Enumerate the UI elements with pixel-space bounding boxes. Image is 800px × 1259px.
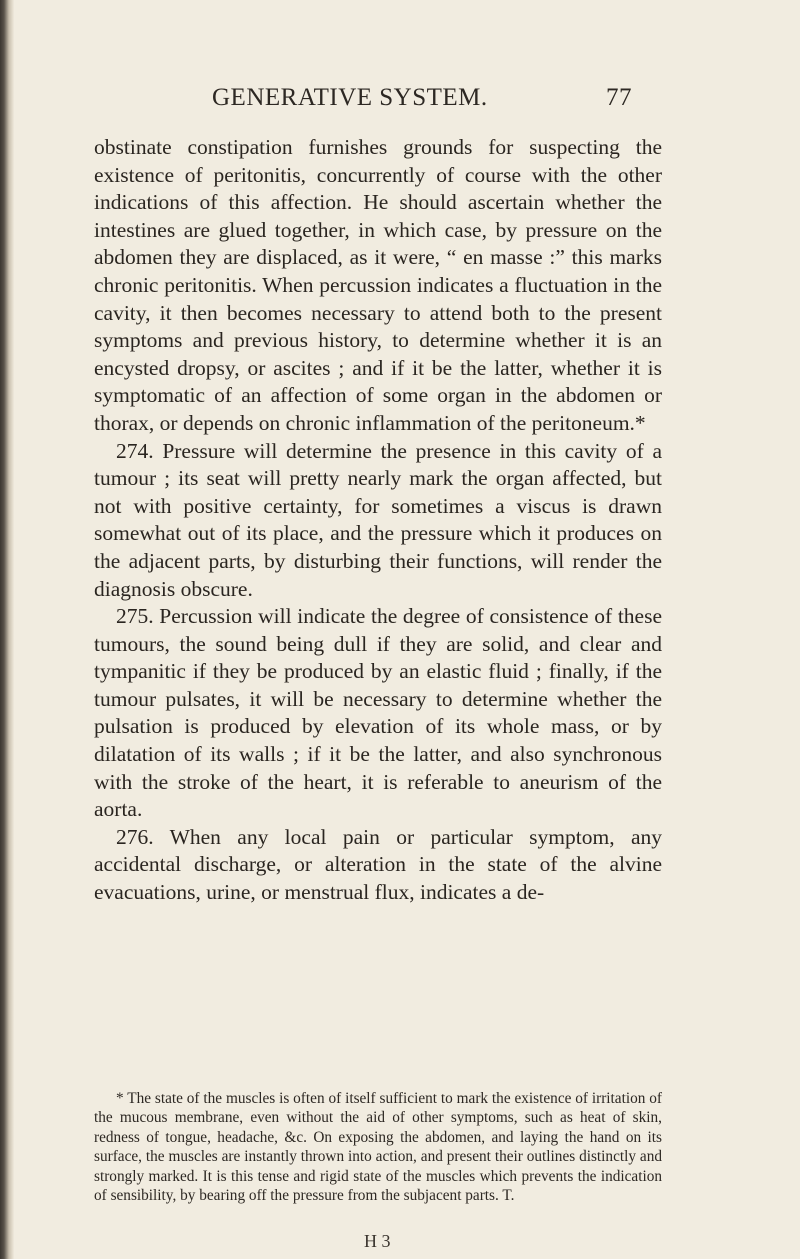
page-number: 77 <box>606 84 632 111</box>
running-head-title: GENERATIVE SYSTEM. <box>212 84 488 111</box>
paragraph-continuation: obstinate constipation furnishes grounds for suspecting the existence of peritonitis, concurrently of course with the other indications of this affection. He should ascertain whether the intestines are glued together, in which case, by pressure on the abdomen they are displaced, as it were, “ en masse :” this marks chronic peritonitis. When percussion indicates a fluctuation in the cavity, it then becomes necessary to attend both to the present symptoms and previous history, to determine whether it is an encysted dropsy, or ascites ; and if it be the latter, whether it is symptomatic of an affection of some organ in the abdomen or thorax, or depends on chronic inflammation of the peritoneum.* <box>94 135 662 435</box>
paragraph-275: 275. Percussion will indicate the degree of consistence of these tumours, the sound being dull if they are solid, and clear and tympanitic if they be produced by an elastic fluid ; finally, if the tumour pulsates, it will be necessary to determine whether the pulsation is produced by elevation of its whole mass, or by dilatation of its walls ; if it be the latter, and also synchronous with the stroke of the heart, it is referable to aneurism of the aorta. <box>94 604 662 822</box>
paragraph-276: 276. When any local pain or particular symptom, any accidental discharge, or alteration in the state of the alvine evacuations, urine, or menstrual flux, indicates a de- <box>94 824 662 905</box>
signature-mark: H 3 <box>364 1231 391 1251</box>
footnote <box>94 1089 662 1205</box>
running-head <box>212 84 632 118</box>
footnote-text: * The state of the muscles is often of itself sufficient to mark the existence of irritation of the mucous membrane, even without the aid of other symptoms, such as heat of skin, redness of tongue, headache, &c. On exposing the abdomen, and laying the hand on its surface, the muscles are instantly thrown into action, and present their outlines distinctly and strongly marked. It is this tense and rigid state of the muscles which prevents the indication of sensibility, by bearing off the pressure from the subjacent parts. T. <box>94 1090 662 1205</box>
binding-edge <box>0 0 14 1259</box>
body-text <box>94 134 662 907</box>
paragraph-274: 274. Pressure will determine the presence in this cavity of a tumour ; its seat will pretty nearly mark the organ affected, but not with positive certainty, for sometimes a viscus is drawn somewhat out of its place, and the pressure which it produces on the adjacent parts, by disturbing their functions, will render the diagnosis obscure. <box>94 438 662 601</box>
